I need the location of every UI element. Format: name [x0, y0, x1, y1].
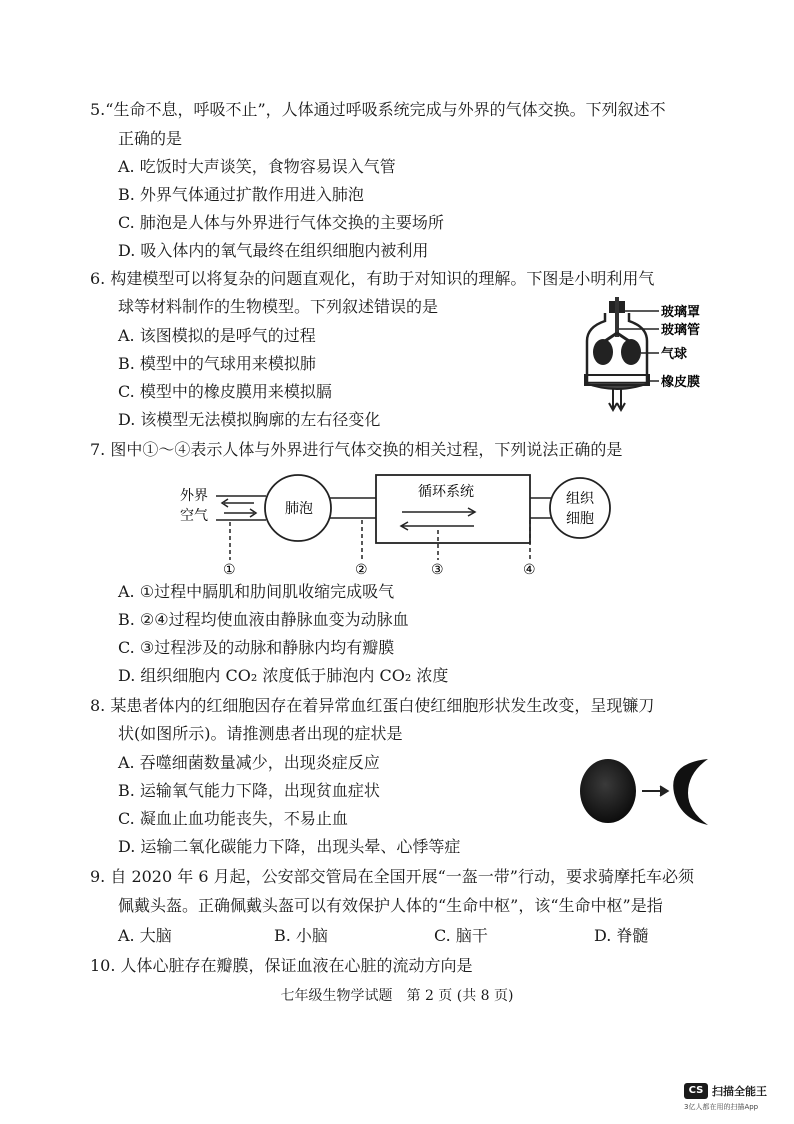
label-balloon: 气球: [661, 347, 688, 362]
q8-option-b: B. 运输氧气能力下降，出现贫血症状: [118, 781, 380, 800]
tissue-label-1: 组织: [566, 491, 594, 507]
left-balloon-shape: [593, 339, 613, 365]
page-footer: 七年级生物学试题 第 2 页 (共 8 页): [280, 988, 514, 1004]
q7-stem-line1: 7. 图中①～④表示人体与外界进行气体交换的相关过程，下列说法正确的是: [90, 440, 623, 459]
label-glass-tube: 玻璃管: [661, 323, 701, 338]
marker-3: ③: [431, 562, 444, 578]
bell-jar-model-figure: [575, 297, 715, 412]
q8-option-a: A. 吞噬细菌数量减少，出现炎症反应: [118, 753, 380, 772]
label-rubber-membrane: 橡皮膜: [661, 375, 701, 390]
q6-option-b: B. 模型中的气球用来模拟肺: [118, 354, 316, 373]
glass-tube-shape: [615, 297, 619, 337]
q6-option-c: C. 模型中的橡皮膜用来模拟膈: [118, 382, 332, 401]
outside-air-label-2: 空气: [180, 508, 208, 524]
alveolus-label: 肺泡: [285, 501, 313, 517]
q7-option-b: B. ②④过程均使血液由静脉血变为动脉血: [118, 610, 409, 629]
camscanner-app-name: 扫描全能王: [712, 1085, 767, 1098]
q9-stem-line1: 9. 自 2020 年 6 月起，公安部交管局在全国开展“一盔一带”行动，要求骑摩托车必须: [90, 867, 694, 886]
sickle-cell-figure: [578, 755, 718, 827]
q5-stem-line2: 正确的是: [118, 129, 183, 148]
marker-4: ④: [523, 562, 536, 578]
q5-option-b: B. 外界气体通过扩散作用进入肺泡: [118, 185, 364, 204]
marker-1: ①: [223, 562, 236, 578]
q7-option-a: A. ①过程中膈肌和肋间肌收缩完成吸气: [118, 582, 395, 601]
q6-option-a: A. 该图模拟的是呼气的过程: [118, 326, 316, 345]
q5-option-a: A. 吃饭时大声谈笑，食物容易误入气管: [118, 157, 396, 176]
q8-stem-line1: 8. 某患者体内的红细胞因存在着异常血红蛋白使红细胞形状发生改变，呈现镰刀: [90, 696, 655, 715]
gas-exchange-diagram: [170, 470, 620, 580]
q6-stem-line2: 球等材料制作的生物模型。下列叙述错误的是: [118, 297, 439, 316]
sickle-cell-shape: [673, 759, 708, 825]
q10-stem-line1: 10. 人体心脏存在瓣膜，保证血液在心脏的流动方向是: [90, 956, 473, 975]
q6-option-d: D. 该模型无法模拟胸廓的左右径变化: [118, 410, 381, 429]
q8-stem-line2: 状(如图所示)。请推测患者出现的症状是: [118, 724, 403, 743]
circulation-label: 循环系统: [418, 484, 474, 500]
q6-stem-line1: 6. 构建模型可以将复杂的问题直观化，有助于对知识的理解。下图是小明利用气: [90, 269, 655, 288]
q9-option-b: B. 小脑: [274, 926, 328, 945]
q5-option-d: D. 吸入体内的氧气最终在组织细胞内被利用: [118, 241, 429, 260]
q5-option-c: C. 肺泡是人体与外界进行气体交换的主要场所: [118, 213, 444, 232]
q9-option-c: C. 脑干: [434, 926, 488, 945]
q8-option-c: C. 凝血止血功能丧失，不易止血: [118, 809, 348, 828]
outside-air-label-1: 外界: [180, 488, 208, 504]
q5-stem-line1: 5.“生命不息，呼吸不止”，人体通过呼吸系统完成与外界的气体交换。下列叙述不: [90, 100, 666, 119]
q9-stem-line2: 佩戴头盔。正确佩戴头盔可以有效保护人体的“生命中枢”，该“生命中枢”是指: [118, 896, 663, 915]
right-balloon-shape: [621, 339, 641, 365]
q7-option-c: C. ③过程涉及的动脉和静脉内均有瓣膜: [118, 638, 395, 657]
camscanner-logo-icon: CS: [684, 1083, 708, 1099]
tissue-label-2: 细胞: [566, 511, 594, 527]
q9-option-a: A. 大脑: [118, 926, 172, 945]
label-glass-cover: 玻璃罩: [661, 305, 701, 320]
q7-option-d: D. 组织细胞内 CO₂ 浓度低于肺泡内 CO₂ 浓度: [118, 666, 449, 685]
marker-2: ②: [355, 562, 368, 578]
camscanner-tagline: 3亿人都在用的扫描App: [684, 1103, 759, 1111]
q8-option-d: D. 运输二氧化碳能力下降，出现头晕、心悸等症: [118, 837, 461, 856]
normal-red-cell-shape: [580, 759, 636, 823]
q9-option-d: D. 脊髓: [594, 926, 649, 945]
tissue-cell-circle: [550, 478, 610, 538]
